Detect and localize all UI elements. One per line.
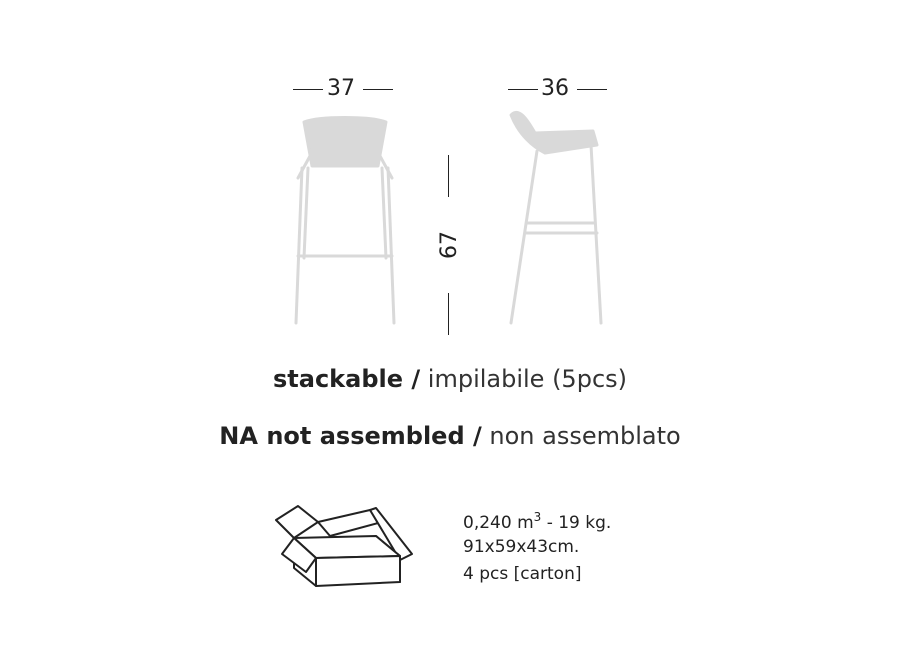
packaging-size: 91x59x43cm.: [463, 537, 580, 557]
height-dimension-line-top: [448, 155, 449, 197]
height-dimension-label: 67: [437, 231, 462, 259]
packaging-volume-weight: [463, 511, 611, 532]
assembly-label-it: non assemblato: [489, 422, 681, 450]
depth-dimension-label: 36: [541, 76, 569, 101]
width-dimension-line-right: [363, 89, 393, 90]
width-dimension-label: 37: [327, 76, 355, 101]
packaging-volume-exponent: 3: [533, 510, 542, 524]
depth-dimension-line-left: [508, 89, 538, 90]
stool-front-view: [290, 108, 400, 328]
stackable-caption: [0, 367, 900, 391]
carton-box-icon: [272, 502, 417, 590]
packaging-weight: - 19 kg.: [546, 513, 612, 533]
assembly-label-en: NA not assembled /: [219, 422, 482, 450]
height-dimension-line-bottom: [448, 293, 449, 335]
width-dimension-line-left: [293, 89, 323, 90]
stool-side-view: [505, 105, 615, 330]
stackable-label-it: impilabile (5pcs): [427, 365, 627, 393]
packaging-volume: 0,240 m: [463, 513, 534, 533]
depth-dimension-line-right: [577, 89, 607, 90]
stackable-label-en: stackable /: [273, 365, 421, 393]
packaging-quantity: 4 pcs [carton]: [463, 564, 582, 584]
assembly-caption: [0, 424, 900, 448]
